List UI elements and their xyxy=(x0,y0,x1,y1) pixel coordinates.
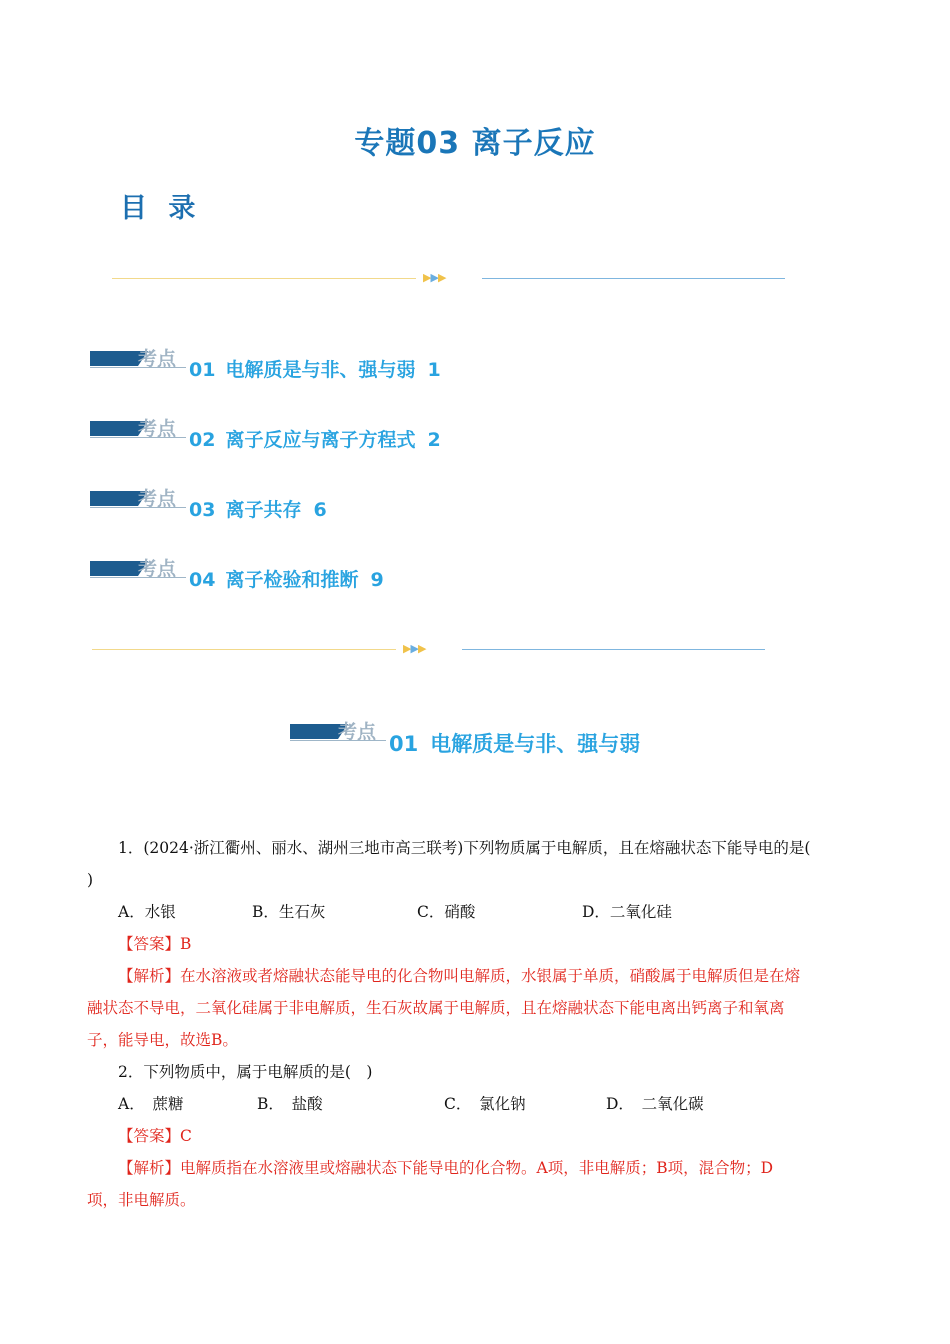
toc-entry-text: 01 电解质是与非、强与弱 1 xyxy=(189,359,441,381)
question-stem: 2．下列物质中，属于电解质的是( ) xyxy=(118,1063,373,1081)
kaodian-badge: 考点 xyxy=(90,484,190,514)
question-2 xyxy=(87,1056,865,1088)
divider-bottom xyxy=(92,640,772,660)
answer-2 xyxy=(87,1120,865,1216)
kaodian-badge: 考点 xyxy=(90,554,190,584)
question-stem: 1．(2024·浙江衢州、丽水、湖州三地市高三联考)下列物质属于电解质，且在熔融状态下能导电的是( xyxy=(118,839,811,857)
toc-entry-04[interactable] xyxy=(90,554,510,591)
analysis-text-cont: 项，非电解质。 xyxy=(87,1191,196,1209)
analysis-text: 【解析】在水溶液或者熔融状态能导电的化合物叫电解质，水银属于单质，硝酸属于电解质但是在熔 xyxy=(118,967,801,985)
toc-entry-text: 03 离子共存 6 xyxy=(189,499,327,521)
toc-entry-text: 04 离子检验和推断 9 xyxy=(189,569,384,591)
answer-text: 【答案】B xyxy=(118,935,192,953)
analysis-text-cont: 融状态不导电，二氧化硅属于非电解质，生石灰故属于电解质，且在熔融状态下能电离出钙离子和氧离 xyxy=(87,999,785,1017)
option-c: C．硝酸 xyxy=(417,903,476,921)
arrows-icon: ▶▶▶ xyxy=(423,271,446,284)
kaodian-badge: 考点 xyxy=(90,344,190,374)
question-1 xyxy=(87,832,865,896)
toc-heading: 目 录 xyxy=(120,193,202,224)
analysis-text-cont: 子，能导电，故选B。 xyxy=(87,1031,238,1049)
toc-entry-01[interactable] xyxy=(90,344,510,381)
option-a: A．水银 xyxy=(118,903,176,921)
options-row xyxy=(0,1088,950,1120)
section-title: 01 电解质是与非、强与弱 xyxy=(389,732,641,756)
divider-top xyxy=(112,269,792,289)
kaodian-badge: 考点 xyxy=(290,717,390,747)
toc-entry-03[interactable] xyxy=(90,484,510,521)
kaodian-badge: 考点 xyxy=(90,414,190,444)
toc-entry-02[interactable] xyxy=(90,414,510,451)
toc-entry-text: 02 离子反应与离子方程式 2 xyxy=(189,429,441,451)
option-d: D．二氧化硅 xyxy=(582,903,672,921)
answer-text: 【答案】C xyxy=(118,1127,192,1145)
analysis-text: 【解析】电解质指在水溶液里或熔融状态下能导电的化合物。A项，非电解质；B项，混合物；D xyxy=(118,1159,774,1177)
question-stem-cont: ) xyxy=(87,871,94,889)
page-title: 专题03 离子反应 xyxy=(354,126,596,161)
answer-1 xyxy=(87,928,865,1056)
options-row xyxy=(0,896,950,928)
section-heading xyxy=(290,717,710,756)
arrows-icon: ▶▶▶ xyxy=(403,642,426,655)
option-a: A． 蔗糖 xyxy=(118,1095,184,1113)
option-b: B． 盐酸 xyxy=(257,1095,323,1113)
option-c: C． 氯化钠 xyxy=(444,1095,526,1113)
option-d: D． 二氧化碳 xyxy=(606,1095,704,1113)
option-b: B．生石灰 xyxy=(252,903,326,921)
